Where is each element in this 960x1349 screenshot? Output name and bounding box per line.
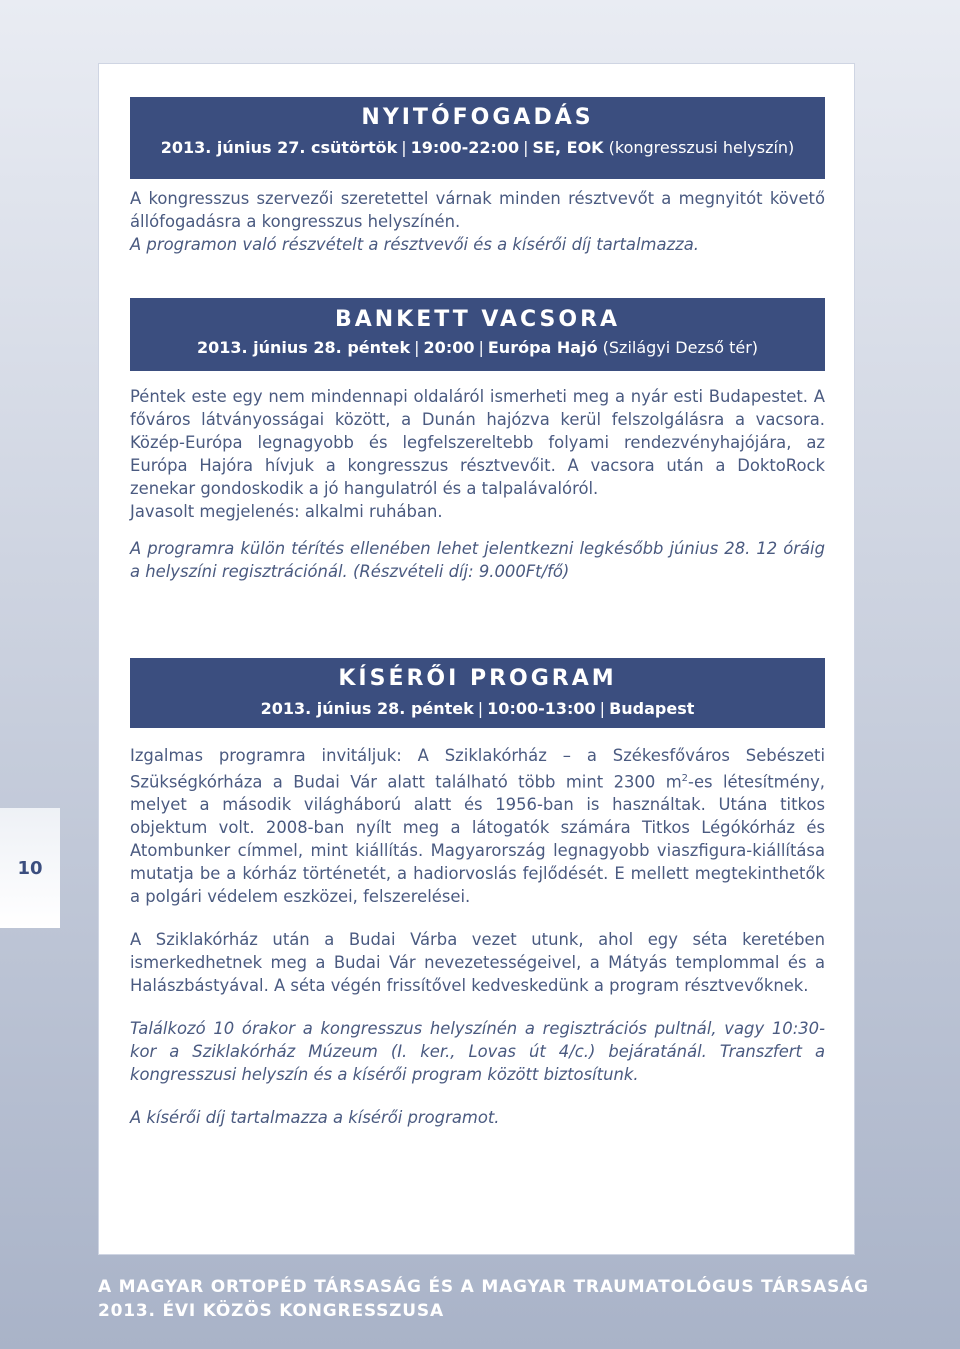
event-meta: 2013. június 28. péntek | 10:00-13:00 | Budapest: [260, 699, 695, 718]
paragraph: A Sziklakórház után a Budai Várba vezet utunk, ahol egy séta keretében ismerkedhetnek meg a Budai Vár nevezetességeivel, a Mátyás templommal és a Halászbástyával. A séta végén frissítővel kedveskedünk a program résztvevőknek.: [130, 930, 825, 996]
section-title: NYITÓFOGADÁS: [361, 105, 594, 130]
paragraph: A kongresszus szervezői szeretettel várnak minden résztvevőt a megnyitót követő állófogadásra a kongresszus helyszínén.: [130, 189, 825, 231]
section-text-bankett: [130, 385, 825, 583]
italic-note: A kísérői díj tartalmazza a kísérői programot.: [130, 1108, 500, 1128]
event-place: Európa Hajó: [487, 338, 598, 357]
section-text-kiseroi: [130, 744, 825, 1129]
event-time: 10:00-13:00: [487, 699, 596, 718]
section-banner-bankett: [130, 298, 825, 371]
event-meta: 2013. június 28. péntek | 20:00 | Európa Hajó (Szilágyi Dezső tér): [196, 338, 759, 357]
event-date: 2013. június 28. péntek: [260, 699, 474, 718]
page-sheet: [98, 63, 855, 1255]
event-date: 2013. június 27. csütörtök: [160, 138, 398, 157]
section-title: KÍSÉRŐI PROGRAM: [338, 666, 617, 691]
event-time: 20:00: [423, 338, 475, 357]
event-place: SE, EOK: [532, 138, 604, 157]
paragraph: Péntek este egy nem mindennapi oldaláról ismerheti meg a nyár esti Budapestet. A főváros látványosságai között, a Dunán hajózva kerül felszolgálásra a vacsora. Közép-Európa legnagyobb és legfelszereltebb folyami rendezvényhajójára, az Európa Hajóra hívjuk a kongresszus résztvevőit. A vacsora után a DoktoRock zenekar gondoskodik a jó hangulatról és a talpalávalóról.: [130, 387, 825, 498]
page-number: 10: [0, 808, 60, 928]
event-place: Budapest: [609, 699, 695, 718]
section-text-nyitofogadas: [130, 187, 825, 256]
event-date: 2013. június 28. péntek: [196, 338, 411, 357]
event-place-note: (Szilágyi Dezső tér): [602, 338, 759, 357]
paragraph: [130, 744, 825, 908]
event-time: 19:00-22:00: [410, 138, 520, 157]
footer-line-2: 2013. ÉVI KÖZÖS KONGRESSZUSA: [98, 1301, 444, 1321]
paragraph-part: Izgalmas programra invitáljuk: A Sziklakórház – a Székesfőváros Sebészeti Szükségkórháza a Budai Vár alatt található több mint 2300 m: [130, 746, 825, 792]
section-banner-nyitofogadas: [130, 97, 825, 179]
superscript: 2: [681, 773, 689, 784]
italic-note: Találkozó 10 órakor a kongresszus helyszínén a regisztrációs pultnál, vagy 10:30-kor a Sziklakórház Múzeum (I. ker., Lovas út 4/c.) bejáratánál. Transzfert a kongresszusi helyszín és a kísérői program között biztosítunk.: [130, 1019, 825, 1085]
event-place-note: (kongresszusi helyszín): [608, 138, 795, 157]
paragraph-part: -es létesítmény, melyet a második világháború alatt és 1956-ban is használtak. Utána titkos objektum volt. 2008-ban nyílt meg a látogatók számára Titkos Légókórház és Atombunker címmel, mint kiállítás. Magyarország legnagyobb viaszfigura-kiállítása mutatja be a kórház történetét, a hadiorvoslás fejlődését. E mellett megtekinthetők a polgári védelem eszközei, felszerelései.: [130, 772, 826, 907]
paragraph: Javasolt megjelenés: alkalmi ruhában.: [130, 502, 443, 521]
italic-note: A programon való részvételt a résztvevői és a kísérői díj tartalmazza.: [130, 235, 699, 254]
section-banner-kiseroi: [130, 658, 825, 728]
event-meta: 2013. június 27. csütörtök | 19:00-22:00 | SE, EOK (kongresszusi helyszín): [160, 138, 795, 157]
footer: [98, 1275, 878, 1323]
footer-line-1: A MAGYAR ORTOPÉD TÁRSASÁG ÉS A MAGYAR TRAUMATOLÓGUS TÁRSASÁG: [98, 1277, 869, 1297]
section-title: BANKETT VACSORA: [334, 307, 621, 332]
italic-note: A programra külön térítés ellenében lehet jelentkezni legkésőbb június 28. 12 óráig a helyszíni regisztrációnál. (Részvételi díj: 9.000Ft/fő): [130, 539, 825, 581]
